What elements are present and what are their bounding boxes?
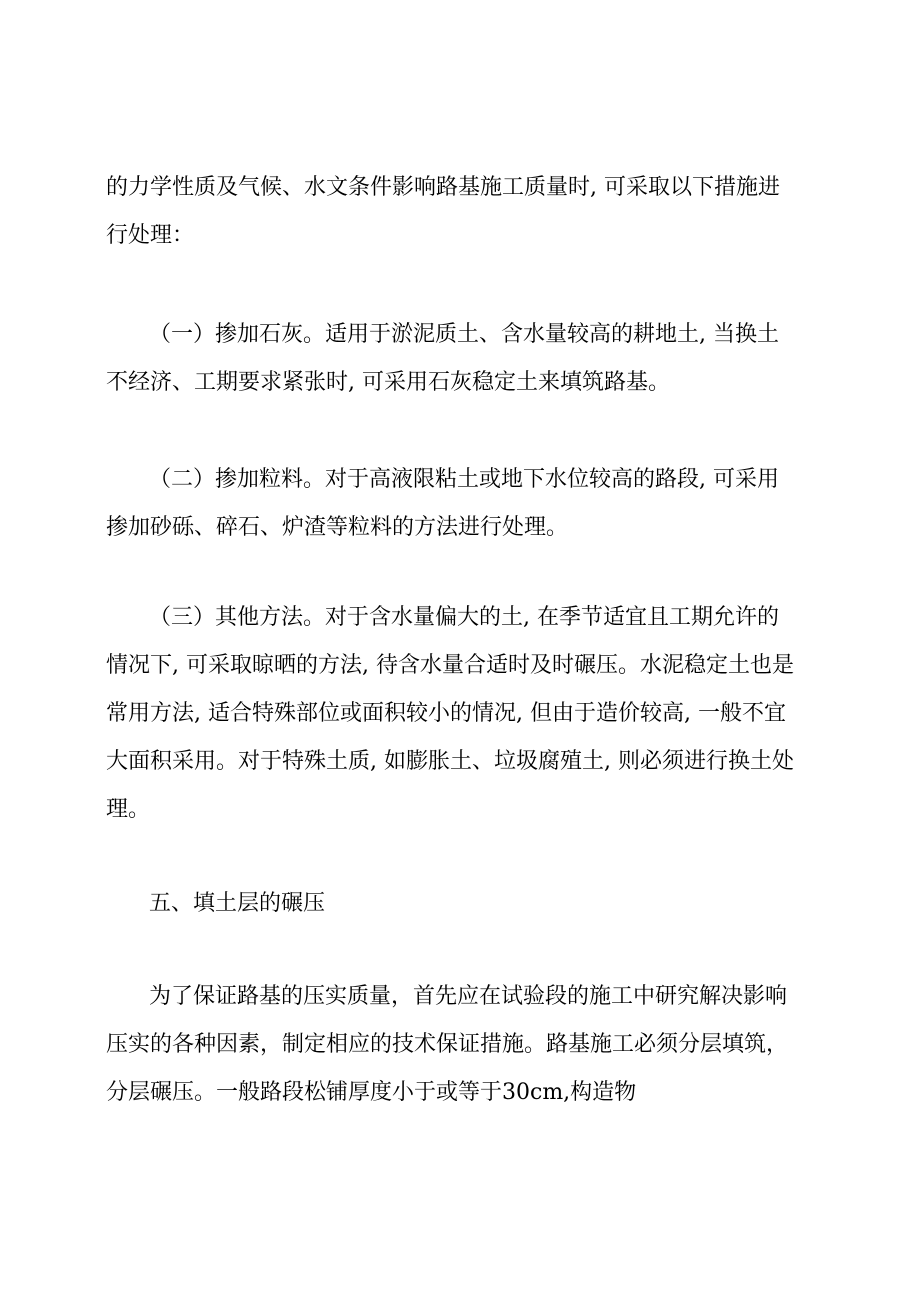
item3-paragraph (106, 594, 814, 834)
text-line: 大面积采用。对于特殊土质, 如膨胀土、垃圾腐殖土, 则必须进行换土处 (106, 749, 794, 774)
text-line: 情况下, 可采取晾晒的方法, 待含水量合适时及时碾压。水泥稳定土也是 (106, 653, 794, 678)
item2-paragraph (106, 456, 814, 552)
text-line: 的力学性质及气候、水文条件影响路基施工质量时, 可采取以下措施进 (106, 175, 780, 200)
text-line: 为了保证路基的压实质量，首先应在试验段的施工中研究解决影响 (149, 984, 788, 1009)
text-line: 压实的各种因素，制定相应的技术保证措施。路基施工必须分层填筑， (106, 1032, 789, 1057)
text-line: （三）其他方法。对于含水量偏大的土, 在季节适宜且工期允许的 (149, 605, 779, 630)
text-line: 分层碾压。一般路段松铺厚度小于或等于30cm,构造物 (106, 1080, 637, 1105)
text-line: 理。 (106, 797, 151, 822)
intro-paragraph (106, 164, 814, 260)
text-line: 行处理： (106, 223, 195, 248)
text-line: （二）掺加粒料。对于高液限粘土或地下水位较高的路段, 可采用 (149, 467, 779, 492)
item1-paragraph (106, 311, 814, 407)
text-line: （一）掺加石灰。适用于淤泥质土、含水量较高的耕地土, 当换土 (149, 322, 779, 347)
section-heading: 五、填土层的碾压 (149, 891, 326, 916)
text-line: 掺加砂砾、碎石、炉渣等粒料的方法进行处理。 (106, 515, 569, 540)
text-line: 常用方法, 适合特殊部位或面积较小的情况, 但由于造价较高, 一般不宜 (106, 701, 786, 726)
item4-paragraph (106, 973, 814, 1117)
text-line: 不经济、工期要求紧张时, 可采用石灰稳定土来填筑路基。 (106, 370, 670, 395)
